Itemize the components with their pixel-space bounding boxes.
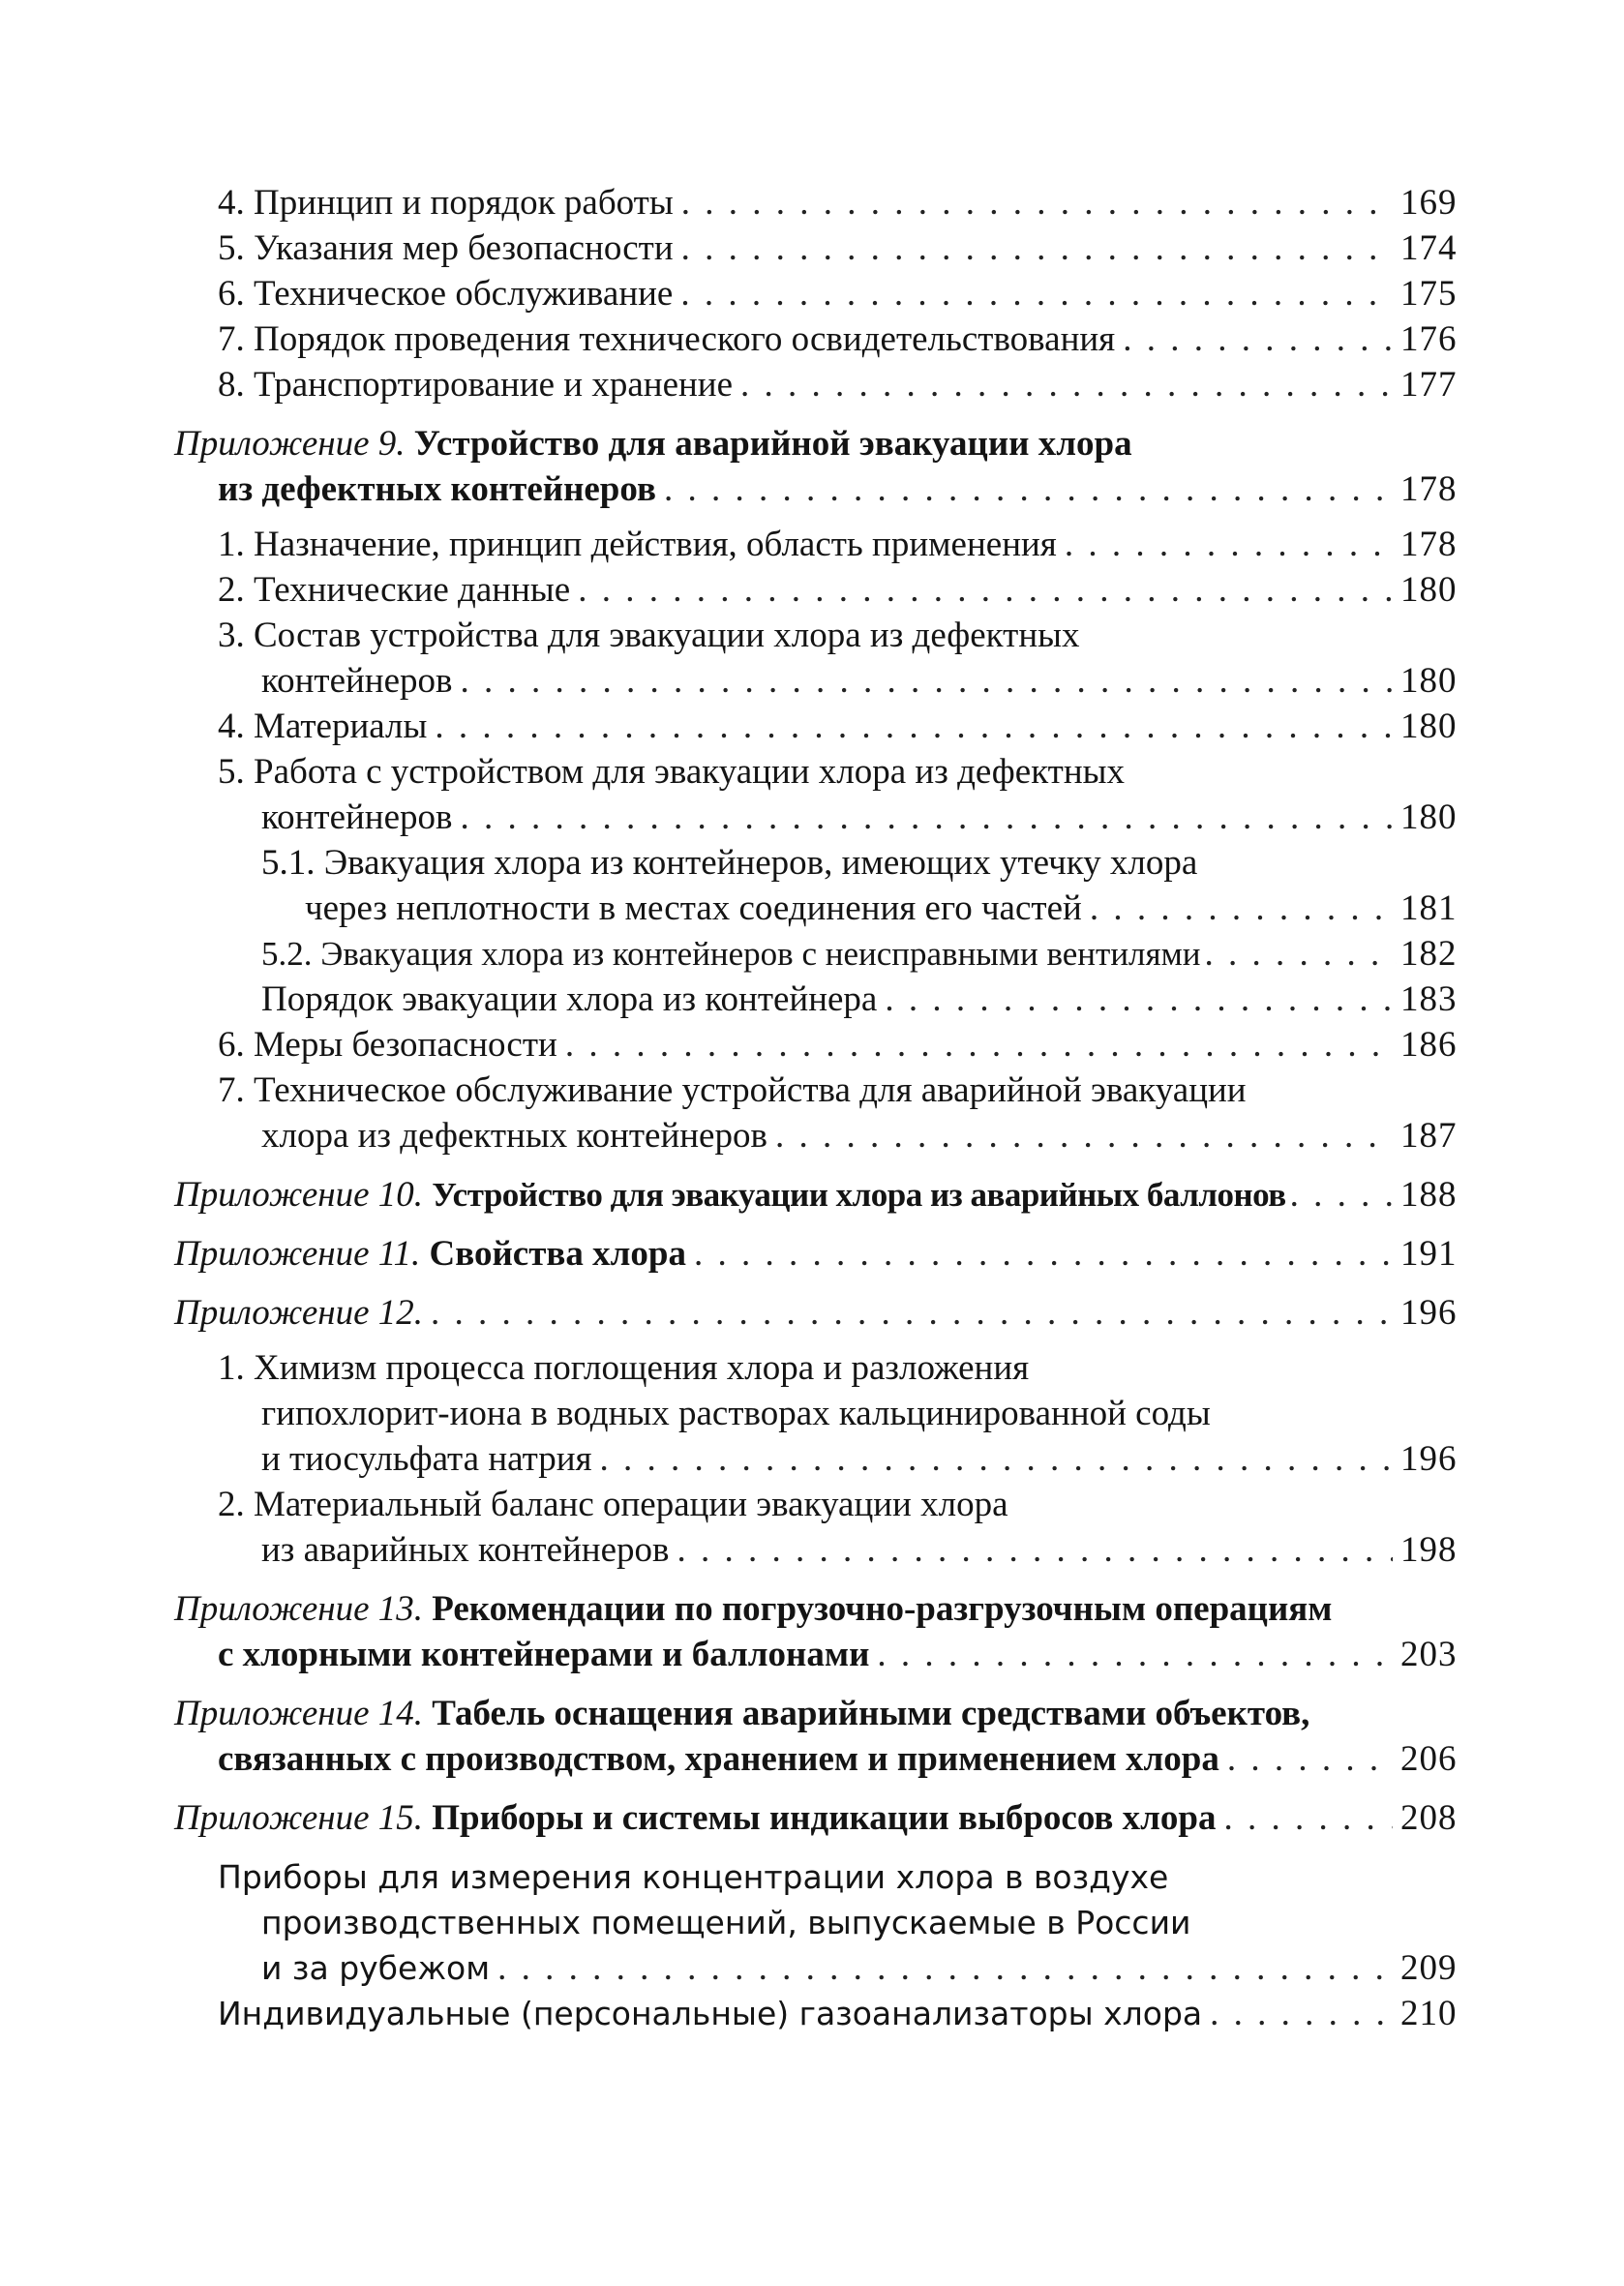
appendix-title: Приборы и системы индикации выбросов хлора (432, 1798, 1217, 1838)
dot-leader (1065, 522, 1393, 567)
toc-entry[interactable] (174, 704, 1457, 749)
appendix-label: Приложение 11. (174, 1234, 421, 1274)
dot-leader (677, 1527, 1394, 1573)
toc-entry-title: Порядок эвакуации хлора из контейнера (261, 979, 878, 1019)
dot-leader (885, 977, 1393, 1022)
toc-entry-title: контейнеров (261, 661, 453, 701)
dot-leader (431, 1290, 1393, 1336)
toc-entry-title: 7. Техническое обслуживание устройства для аварийной эвакуации (218, 1070, 1247, 1110)
appendix-title: Рекомендации по погрузочно-разгрузочным операциям (432, 1589, 1333, 1629)
dot-leader (1090, 886, 1393, 931)
dot-leader (681, 180, 1393, 226)
toc-subentry-cont[interactable] (174, 886, 1457, 931)
appendix-label: Приложение 13. (174, 1589, 424, 1629)
dot-leader (740, 362, 1393, 407)
toc-entry[interactable] (174, 271, 1457, 316)
toc-page-number: 177 (1400, 365, 1458, 405)
toc-entry-title: и за рубежом (261, 1949, 491, 1987)
dot-leader (1290, 1172, 1397, 1218)
toc-page-number: 191 (1400, 1234, 1458, 1274)
toc-subentry[interactable] (174, 977, 1457, 1022)
toc-subentry[interactable] (174, 931, 1457, 977)
appendix-title: из дефектных контейнеров (218, 469, 656, 509)
appendix-title: Устройство для эвакуации хлора из аварийных баллонов (432, 1176, 1286, 1214)
toc-entry-cont[interactable] (174, 1900, 1457, 1945)
dot-leader (1210, 1991, 1393, 2036)
toc-page-number: 175 (1400, 274, 1458, 314)
toc-page-number: 176 (1400, 319, 1458, 359)
toc-entry[interactable] (174, 180, 1457, 226)
toc-appendix-heading[interactable] (174, 1795, 1457, 1841)
toc-entry-cont[interactable] (174, 1945, 1457, 1991)
dot-leader (600, 1436, 1393, 1482)
toc-entry[interactable] (174, 1022, 1457, 1068)
toc-entry-title: гипохлорит-иона в водных растворах кальцинированной соды (261, 1394, 1211, 1433)
toc-page-number: 180 (1400, 661, 1458, 701)
toc-appendix-heading[interactable] (174, 1586, 1457, 1632)
toc-page-number: 203 (1400, 1635, 1458, 1674)
toc-entry[interactable] (174, 1068, 1457, 1113)
toc-page-number: 186 (1400, 1025, 1458, 1065)
toc-entry-title: 5.1. Эвакуация хлора из контейнеров, имеющих утечку хлора (261, 843, 1198, 883)
toc-page-number: 182 (1400, 934, 1458, 974)
toc-page-number: 180 (1400, 707, 1458, 746)
dot-leader (497, 1945, 1393, 1991)
toc-entry[interactable] (174, 1345, 1457, 1391)
toc-entry-title: 2. Технические данные (218, 570, 571, 610)
toc-entry-title: из аварийных контейнеров (261, 1530, 670, 1570)
toc-page-number: 196 (1400, 1293, 1458, 1333)
toc-page-number: 188 (1400, 1175, 1458, 1215)
toc-entry-title: и тиосульфата натрия (261, 1439, 592, 1479)
toc-subentry[interactable] (174, 840, 1457, 886)
toc-page-number: 180 (1400, 570, 1458, 610)
toc-appendix-heading-cont[interactable] (174, 1632, 1457, 1677)
toc-entry-title: Приборы для измерения концентрации хлора в воздухе (218, 1858, 1169, 1896)
toc-entry-title: 5. Работа с устройством для эвакуации хлора из дефектных (218, 752, 1126, 792)
toc-entry[interactable] (174, 1482, 1457, 1527)
toc-entry-title: хлора из дефектных контейнеров (261, 1116, 767, 1156)
appendix-title: Свойства хлора (429, 1234, 686, 1274)
toc-entry-title: 5. Указания мер безопасности (218, 228, 674, 268)
dot-leader (1123, 316, 1393, 362)
toc-page-number: 178 (1400, 525, 1458, 564)
toc-page-number: 196 (1400, 1439, 1458, 1479)
dot-leader (460, 658, 1393, 704)
dot-leader (680, 271, 1393, 316)
appendix-title: Устройство для аварийной эвакуации хлора (413, 424, 1132, 464)
appendix-title: с хлорными контейнерами и баллонами (218, 1635, 870, 1674)
toc-entry[interactable] (174, 316, 1457, 362)
dot-leader (1205, 931, 1398, 977)
appendix-label: Приложение 12. (174, 1293, 424, 1333)
toc-entry-cont[interactable] (174, 1527, 1457, 1573)
toc-appendix-heading[interactable] (174, 1172, 1457, 1218)
toc-entry-title: 7. Порядок проведения технического освидетельствования (218, 319, 1116, 359)
toc-page-number: 209 (1400, 1948, 1458, 1988)
toc-entry-title: Индивидуальные (персональные) газоанализаторы хлора (218, 1995, 1203, 2032)
toc-page-number: 187 (1400, 1116, 1458, 1156)
toc-page-number: 183 (1400, 979, 1458, 1019)
toc-entry-title: 8. Транспортирование и хранение (218, 365, 734, 405)
toc-entry[interactable] (174, 613, 1457, 658)
toc-page-number: 180 (1400, 797, 1458, 837)
dot-leader (1224, 1795, 1394, 1841)
toc-page-number: 178 (1400, 469, 1458, 509)
toc-appendix-heading[interactable] (174, 421, 1457, 466)
toc-page-number: 206 (1400, 1739, 1458, 1779)
dot-leader (578, 567, 1393, 613)
toc-appendix-heading[interactable] (174, 1231, 1457, 1277)
dot-leader (460, 795, 1393, 840)
appendix-label: Приложение 14. (174, 1694, 424, 1733)
dot-leader (877, 1632, 1393, 1677)
toc-appendix-heading-cont[interactable] (174, 1736, 1457, 1782)
appendix-label: Приложение 15. (174, 1798, 424, 1838)
toc-entry-title: 3. Состав устройства для эвакуации хлора из дефектных (218, 616, 1080, 655)
toc-entry-title: контейнеров (261, 797, 453, 837)
toc-entry-cont[interactable] (174, 1113, 1457, 1158)
toc-page-number: 181 (1400, 888, 1458, 928)
toc-page-number: 169 (1400, 183, 1458, 223)
toc-entry-cont[interactable] (174, 658, 1457, 704)
dot-leader (1227, 1736, 1393, 1782)
toc-entry-title: производственных помещений, выпускаемые в России (261, 1904, 1191, 1941)
toc-page-number: 208 (1400, 1798, 1458, 1838)
table-of-contents (174, 180, 1457, 2036)
toc-entry-cont[interactable] (174, 795, 1457, 840)
toc-entry[interactable] (174, 522, 1457, 567)
toc-entry-title: 1. Назначение, принцип действия, область применения (218, 525, 1057, 564)
toc-appendix-heading[interactable] (174, 1691, 1457, 1736)
toc-entry-title: 2. Материальный баланс операции эвакуации хлора (218, 1485, 1008, 1524)
toc-page-number: 174 (1400, 228, 1458, 268)
toc-entry-cont[interactable] (174, 1391, 1457, 1436)
appendix-title: Табель оснащения аварийными средствами объектов, (432, 1694, 1310, 1733)
toc-entry-title: через неплотности в местах соединения его частей (305, 888, 1082, 928)
dot-leader (435, 704, 1393, 749)
dot-leader (681, 226, 1393, 271)
toc-entry-title: 4. Материалы (218, 707, 428, 746)
dot-leader (775, 1113, 1393, 1158)
toc-entry-title: 4. Принцип и порядок работы (218, 183, 674, 223)
toc-entry[interactable] (174, 1854, 1457, 1900)
toc-entry-title: 1. Химизм процесса поглощения хлора и разложения (218, 1348, 1030, 1388)
toc-page-number: 198 (1400, 1530, 1458, 1570)
toc-entry-title: 5.2. Эвакуация хлора из контейнеров с неисправными вентилями (261, 935, 1201, 973)
dot-leader (664, 466, 1393, 512)
toc-appendix-heading[interactable] (174, 1290, 1457, 1336)
dot-leader (565, 1022, 1393, 1068)
appendix-label: Приложение 9. (174, 424, 406, 464)
toc-entry[interactable] (174, 362, 1457, 407)
toc-entry[interactable] (174, 567, 1457, 613)
toc-entry[interactable] (174, 226, 1457, 271)
appendix-title: связанных с производством, хранением и применением хлора (218, 1739, 1219, 1779)
dot-leader (694, 1231, 1393, 1277)
toc-entry-title: 6. Меры безопасности (218, 1025, 557, 1065)
toc-entry[interactable] (174, 749, 1457, 795)
toc-entry[interactable] (174, 1991, 1457, 2036)
toc-entry-cont[interactable] (174, 1436, 1457, 1482)
toc-page-number: 210 (1400, 1994, 1458, 2033)
toc-appendix-heading-cont[interactable] (174, 466, 1457, 512)
appendix-label: Приложение 10. (174, 1175, 424, 1215)
toc-entry-title: 6. Техническое обслуживание (218, 274, 674, 314)
